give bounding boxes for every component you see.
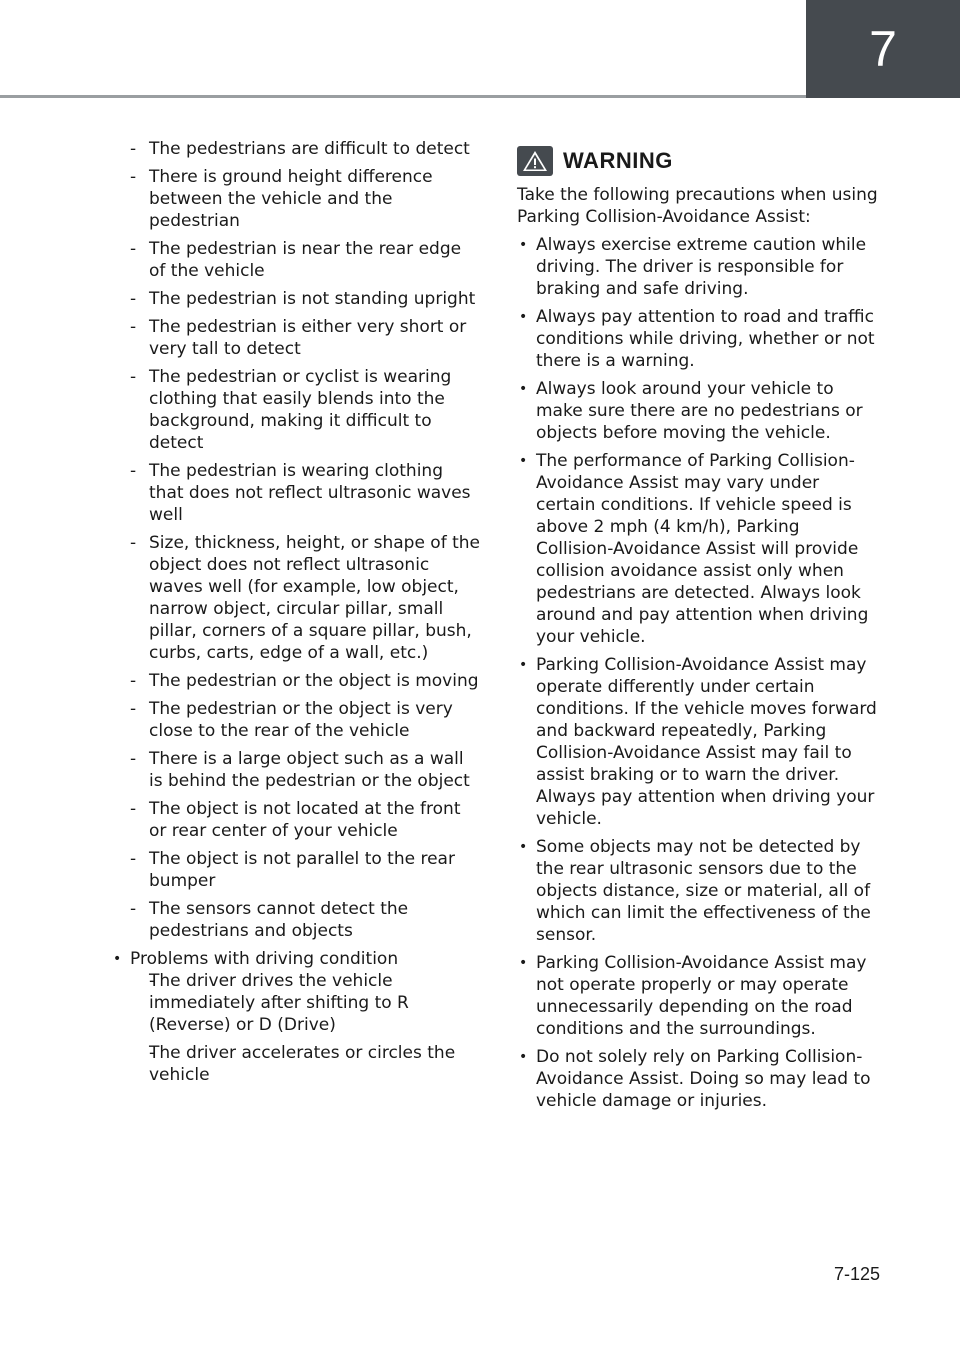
list-item: - The pedestrian or the object is very close to the rear of the vehicle <box>111 698 481 742</box>
list-item: - The pedestrian is wearing clothing that does not reflect ultrasonic waves well <box>111 460 481 526</box>
list-item: - There is a large object such as a wall is behind the pedestrian or the object <box>111 748 481 792</box>
list-item: • Always exercise extreme caution while driving. The driver is responsible for braking and safe driving. <box>517 234 882 300</box>
list-item: - There is ground height difference between the vehicle and the pedestrian <box>111 166 481 232</box>
driving-condition-list <box>111 948 481 1086</box>
warning-header <box>517 146 882 176</box>
warning-triangle-icon <box>517 146 553 176</box>
driving-condition-item <box>111 948 481 1086</box>
warning-intro: Take the following precautions when using Parking Collision-Avoidance Assist: <box>517 185 878 227</box>
list-item: - The pedestrian is not standing upright <box>111 288 481 310</box>
list-item: • Parking Collision-Avoidance Assist may not operate properly or may operate unnecessarily depending on the road conditions and the surroundings. <box>517 952 882 1040</box>
page-number: 7-125 <box>833 1264 880 1284</box>
pedestrian-condition-list <box>111 138 481 942</box>
list-item: - The pedestrians are difficult to detect <box>111 138 481 160</box>
header-divider <box>0 95 806 98</box>
list-item: - The object is not parallel to the rear bumper <box>111 848 481 892</box>
left-column <box>111 138 481 1092</box>
list-item: - The sensors cannot detect the pedestrians and objects <box>111 898 481 942</box>
list-item: • Parking Collision-Avoidance Assist may operate differently under certain conditions. If the vehicle moves forward and backward repeatedly, Parking Collision-Avoidance Assist may fail to assist braking or to warn the driver. Always pay attention when driving your vehicle. <box>517 654 882 830</box>
warning-box <box>517 146 882 1118</box>
warning-title: WARNING <box>563 148 673 173</box>
list-item: • Some objects may not be detected by the rear ultrasonic sensors due to the objects distance, size or material, all of which can limit the effectiveness of the sensor. <box>517 836 882 946</box>
driving-condition-label: Problems with driving condition <box>130 949 399 969</box>
chapter-number: 7 <box>869 21 897 77</box>
list-item: - Size, thickness, height, or shape of the object does not reflect ultrasonic waves well (for example, low object, narrow object, circular pillar, small pillar, corners of a square pillar, bush, curbs, carts, edge of a wall, etc.) <box>111 532 481 664</box>
list-item: - The pedestrian or the object is moving <box>111 670 481 692</box>
list-item: • The performance of Parking Collision-Avoidance Assist may vary under certain conditions. If vehicle speed is above 2 mph (4 km/h), Parking Collision-Avoidance Assist will provide collision avoidance assist only when pedestrians are detected. Always look around and pay attention when driving your vehicle. <box>517 450 882 648</box>
list-item: - The driver drives the vehicle immediately after shifting to R (Reverse) or D (Drive) <box>130 970 481 1036</box>
list-item: - The driver accelerates or circles the vehicle <box>130 1042 481 1086</box>
list-item: • Always pay attention to road and traffic conditions while driving, whether or not there is a warning. <box>517 306 882 372</box>
list-item: - The pedestrian is either very short or very tall to detect <box>111 316 481 360</box>
list-item: • Do not solely rely on Parking Collision-Avoidance Assist. Doing so may lead to vehicle damage or injuries. <box>517 1046 882 1112</box>
list-item: - The pedestrian is near the rear edge of the vehicle <box>111 238 481 282</box>
list-item: - The pedestrian or cyclist is wearing clothing that easily blends into the background, making it difficult to detect <box>111 366 481 454</box>
driving-condition-sublist <box>130 970 481 1086</box>
warning-list <box>517 234 882 1112</box>
chapter-tab <box>806 0 960 98</box>
list-item: - The object is not located at the front or rear center of your vehicle <box>111 798 481 842</box>
list-item: • Always look around your vehicle to make sure there are no pedestrians or objects before moving the vehicle. <box>517 378 882 444</box>
